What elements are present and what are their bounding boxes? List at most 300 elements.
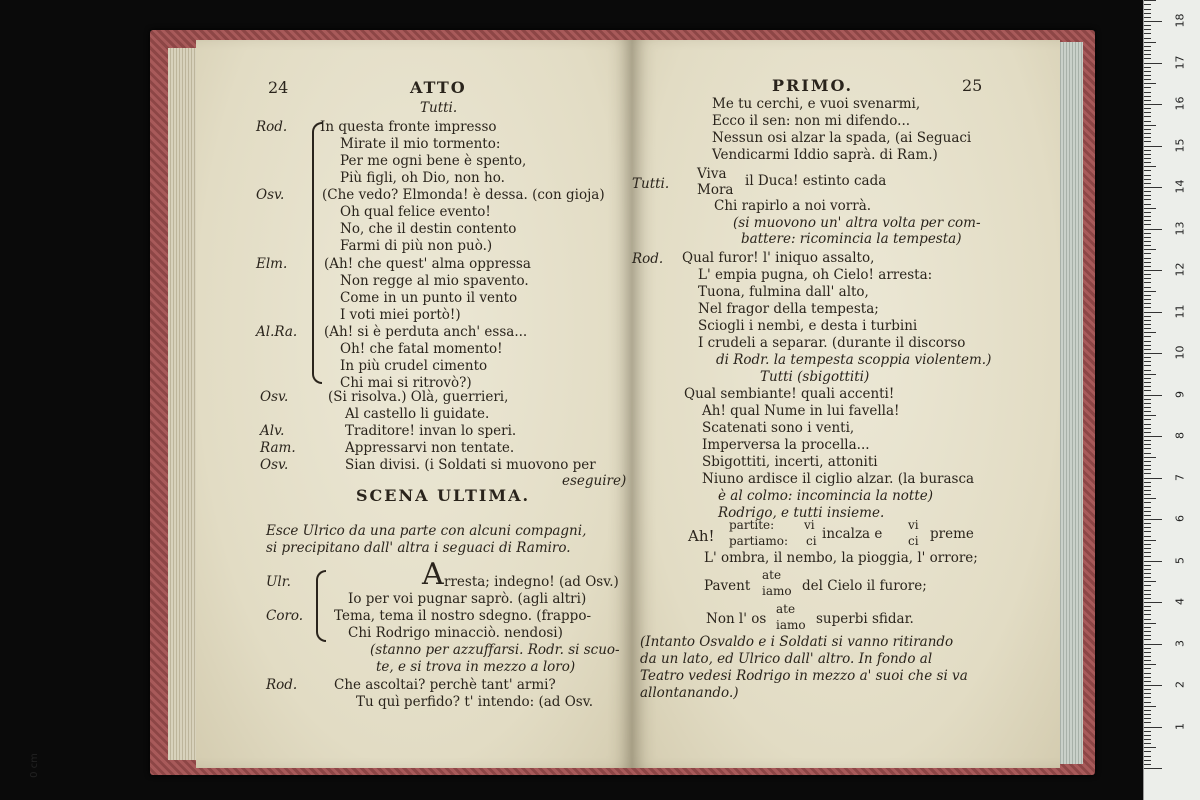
- ruler-tick: [1144, 548, 1151, 549]
- word-ci-2: ci: [908, 534, 919, 548]
- ruler-tick: [1144, 619, 1151, 620]
- ruler-number: 5: [1173, 556, 1187, 564]
- verse-line: Per me ogni bene è spento,: [340, 153, 527, 169]
- stage-direction-line: allontanando.): [640, 685, 739, 701]
- word-partite: partite:: [729, 518, 775, 532]
- ruler-tick: [1144, 764, 1151, 765]
- verse-line: Sciogli i nembi, e desta i turbini: [698, 318, 918, 334]
- ruler-tick: [1144, 536, 1151, 537]
- ruler-tick: [1144, 328, 1151, 329]
- stage-direction-line: è al colmo: incomincia la notte): [718, 488, 934, 504]
- verse-line: Ecco il sen: non mi difendo...: [712, 113, 911, 129]
- chorus-heading: Tutti.: [420, 100, 458, 116]
- ruler-tick: [1144, 718, 1151, 719]
- ruler-tick: [1144, 303, 1151, 304]
- ruler-tick: [1144, 71, 1151, 72]
- ruler-tick: [1144, 382, 1151, 383]
- ruler-tick: [1144, 258, 1151, 259]
- ruler-tick: [1144, 395, 1162, 396]
- ruler-tick: [1144, 511, 1151, 512]
- ruler-tick: [1144, 710, 1151, 711]
- ruler-tick: [1144, 166, 1156, 167]
- speaker-osv-2: Osv.: [260, 389, 289, 405]
- ruler-tick: [1144, 540, 1156, 541]
- verse-line: Scatenati sono i venti,: [702, 420, 855, 436]
- ruler-number: 10: [1173, 345, 1187, 360]
- verse-line: (Ah! che quest' alma oppressa: [324, 256, 531, 272]
- ruler-tick: [1144, 158, 1151, 159]
- speaker-osv: Osv.: [256, 187, 285, 203]
- ruler-tick: [1144, 386, 1151, 387]
- speaker-alra: Al.Ra.: [256, 324, 298, 340]
- verse-line: Chi rapirlo a noi vorrà.: [714, 198, 872, 214]
- ruler-number: 17: [1173, 55, 1187, 69]
- verse-line: L' ombra, il nembo, la pioggia, l' orrore;: [704, 550, 978, 566]
- ruler-tick: [1144, 199, 1151, 200]
- ruler-number: 7: [1173, 473, 1187, 481]
- ruler-tick: [1144, 0, 1156, 1]
- ruler-tick: [1144, 137, 1151, 138]
- word-mora: Mora: [697, 182, 734, 198]
- ruler-tick: [1144, 116, 1151, 117]
- ruler-tick: [1144, 585, 1151, 586]
- ruler-tick: [1144, 594, 1151, 595]
- ruler-tick: [1144, 295, 1151, 296]
- ruler-tick: [1144, 378, 1151, 379]
- ruler-tick: [1144, 63, 1162, 64]
- ruler-tick: [1144, 108, 1151, 109]
- ruler-tick: [1144, 731, 1151, 732]
- ruler-tick: [1144, 428, 1151, 429]
- ruler-tick: [1144, 614, 1151, 615]
- ruler-tick: [1144, 648, 1151, 649]
- speaker-tutti: Tutti.: [632, 176, 670, 192]
- ruler-tick: [1144, 345, 1151, 346]
- brace-left-2: [316, 570, 326, 642]
- ruler-tick: [1144, 727, 1162, 728]
- ruler-tick: [1144, 565, 1151, 566]
- ruler-tick: [1144, 112, 1151, 113]
- ruler-tick: [1144, 469, 1151, 470]
- page-edges-left: [168, 48, 198, 760]
- ruler-tick: [1144, 685, 1162, 686]
- stage-direction-line: Teatro vedesi Rodrigo in mezzo a' suoi che si va: [640, 668, 968, 684]
- word-partiamo: partiamo:: [729, 534, 789, 548]
- ruler-tick: [1144, 245, 1151, 246]
- ruler-number: 2: [1173, 681, 1187, 688]
- word-preme: preme: [930, 526, 974, 542]
- ruler-tick: [1144, 320, 1151, 321]
- ruler-tick: [1144, 523, 1151, 524]
- verse-line: Tema, tema il nostro sdegno. (frappo-: [334, 608, 592, 624]
- ruler-tick: [1144, 179, 1151, 180]
- ruler-tick: [1144, 291, 1156, 292]
- ruler-number: 1: [1173, 722, 1187, 730]
- ruler-tick: [1144, 502, 1151, 503]
- verse-line: Me tu cerchi, e vuoi svenarmi,: [712, 96, 921, 112]
- ruler-tick: [1144, 652, 1151, 653]
- ruler-tick: [1144, 739, 1151, 740]
- ruler-tick: [1144, 21, 1162, 22]
- ruler-tick: [1144, 453, 1151, 454]
- ruler-tick: [1144, 204, 1151, 205]
- ruler-tick: [1144, 606, 1151, 607]
- ruler-tick: [1144, 756, 1151, 757]
- ruler-tick: [1144, 444, 1151, 445]
- ruler-tick: [1144, 133, 1151, 134]
- verse-line: eseguire): [562, 473, 627, 489]
- ruler-number: 11: [1173, 304, 1187, 318]
- ruler-tick: [1144, 531, 1151, 532]
- word-ah: Ah!: [688, 527, 715, 545]
- word-pavent: Pavent: [704, 578, 751, 594]
- scene-title: SCENA ULTIMA.: [356, 486, 531, 505]
- drop-cap: A: [422, 557, 444, 592]
- ruler-tick: [1144, 154, 1151, 155]
- verse-line: il Duca! estinto cada: [745, 173, 887, 189]
- ruler-tick: [1144, 760, 1151, 761]
- ruler-tick: [1144, 253, 1151, 254]
- ruler-tick: [1144, 233, 1151, 234]
- ruler-tick: [1144, 162, 1151, 163]
- ruler-tick: [1144, 660, 1151, 661]
- word-viva: Viva: [697, 166, 727, 182]
- ruler-tick: [1144, 121, 1151, 122]
- ruler-tick: [1144, 270, 1162, 271]
- stage-direction-line: te, e si trova in mezzo a loro): [376, 659, 576, 675]
- speaker-rod: Rod.: [256, 119, 288, 135]
- ruler-tick: [1144, 590, 1151, 591]
- ruler-tick: [1144, 307, 1151, 308]
- ruler-tick: [1144, 465, 1151, 466]
- ruler-tick: [1144, 482, 1151, 483]
- ruler-tick: [1144, 768, 1162, 769]
- ruler-number: 15: [1173, 138, 1187, 152]
- ruler-tick: [1144, 440, 1151, 441]
- ruler-tick: [1144, 79, 1151, 80]
- ruler-tick: [1144, 170, 1151, 171]
- measuring-ruler: [1143, 0, 1200, 800]
- verse-line: Sbigottiti, incerti, attoniti: [702, 454, 878, 470]
- ruler-tick: [1144, 702, 1151, 703]
- ruler-tick: [1144, 411, 1151, 412]
- ruler-number: 4: [1173, 598, 1187, 605]
- verse-line: No, che il destin contento: [340, 221, 517, 237]
- ruler-tick: [1144, 644, 1162, 645]
- ruler-number: 14: [1173, 179, 1187, 194]
- verse-line: I voti miei portò!): [340, 307, 461, 323]
- speaker-coro: Coro.: [266, 608, 304, 624]
- ruler-tick: [1144, 241, 1151, 242]
- ruler-unit-label: 0 cm: [28, 753, 40, 778]
- ruler-tick: [1144, 187, 1162, 188]
- ruler-tick: [1144, 639, 1151, 640]
- ruler-tick: [1144, 13, 1151, 14]
- verse-line: (Ah! si è perduta anch' essa...: [324, 324, 528, 340]
- ruler-tick: [1144, 677, 1151, 678]
- ruler-number: 18: [1173, 13, 1187, 28]
- ruler-tick: [1144, 714, 1151, 715]
- stage-direction-line: (si muovono un' altra volta per com-: [733, 215, 981, 231]
- ruler-tick: [1144, 448, 1151, 449]
- stage-direction-line: di Rodr. la tempesta scoppia violentem.): [716, 352, 992, 368]
- ruler-tick: [1144, 569, 1151, 570]
- verse-line: Che ascoltai? perchè tant' armi?: [334, 677, 556, 693]
- ruler-tick: [1144, 349, 1151, 350]
- ruler-number: 9: [1173, 390, 1187, 398]
- ruler-tick: [1144, 432, 1151, 433]
- ruler-tick: [1144, 324, 1151, 325]
- stage-direction-line: battere: ricomincia la tempesta): [741, 231, 962, 247]
- ruler-tick: [1144, 507, 1151, 508]
- verse-line: Vendicarmi Iddio saprà. di Ram.): [712, 147, 938, 163]
- ruler-tick: [1144, 436, 1162, 437]
- speaker-elm: Elm.: [256, 256, 288, 272]
- verse-line: Niuno ardisce il ciglio alzar. (la burasca: [702, 471, 975, 487]
- word-vi-1: vi: [804, 518, 815, 532]
- ruler-tick: [1144, 100, 1151, 101]
- verse-line: Oh! che fatal momento!: [340, 341, 503, 357]
- ruler-tick: [1144, 631, 1151, 632]
- ruler-tick: [1144, 365, 1151, 366]
- ruler-tick: [1144, 490, 1151, 491]
- ruler-tick: [1144, 461, 1151, 462]
- verse-line: (Che vedo? Elmonda! è dessa. (con gioja): [322, 187, 605, 203]
- ruler-number: 12: [1173, 262, 1187, 277]
- verse-line: Oh qual felice evento!: [340, 204, 491, 220]
- verse-line: L' empia pugna, oh Cielo! arresta:: [698, 267, 933, 283]
- ruler-tick: [1144, 332, 1156, 333]
- ruler-tick: [1144, 249, 1156, 250]
- ruler-tick: [1144, 25, 1151, 26]
- ruler-tick: [1144, 424, 1151, 425]
- page-number-right: 25: [962, 76, 983, 95]
- verse-line: Al castello li guidate.: [345, 406, 490, 422]
- ruler-tick: [1144, 747, 1156, 748]
- ruler-tick: [1144, 312, 1162, 313]
- verse-line: Nessun osi alzar la spada, (ai Seguaci: [712, 130, 972, 146]
- verse-line: Farmi di più non può.): [340, 238, 493, 254]
- ruler-tick: [1144, 216, 1151, 217]
- ruler-tick: [1144, 519, 1162, 520]
- ruler-tick: [1144, 75, 1151, 76]
- ruler-tick: [1144, 9, 1151, 10]
- ruler-tick: [1144, 735, 1151, 736]
- ruler-tick: [1144, 473, 1151, 474]
- verse-line: Mirate il mio tormento:: [340, 136, 501, 152]
- speaker-ram: Ram.: [260, 440, 296, 456]
- ruler-tick: [1144, 54, 1151, 55]
- ruler-tick: [1144, 299, 1151, 300]
- ruler-tick: [1144, 486, 1151, 487]
- ruler-tick: [1144, 598, 1151, 599]
- ruler-tick: [1144, 67, 1151, 68]
- verse-line: In più crudel cimento: [340, 358, 488, 374]
- ruler-tick: [1144, 399, 1151, 400]
- ruler-tick: [1144, 353, 1162, 354]
- stage-direction-line: da un lato, ed Ulrico dall' altro. In fondo al: [640, 651, 933, 667]
- ruler-tick: [1144, 627, 1151, 628]
- ruler-tick: [1144, 208, 1156, 209]
- verse-line: Non regge al mio spavento.: [340, 273, 529, 289]
- ruler-tick: [1144, 175, 1151, 176]
- ruler-tick: [1144, 498, 1156, 499]
- ruler-number: 16: [1173, 96, 1187, 111]
- verse-line: Chi Rodrigo minacciò. nendosi): [348, 625, 563, 641]
- ruler-tick: [1144, 336, 1151, 337]
- ruler-tick: [1144, 552, 1151, 553]
- word-vi-2: vi: [908, 518, 919, 532]
- ruler-tick: [1144, 370, 1151, 371]
- ruler-tick: [1144, 544, 1151, 545]
- verse-line: del Cielo il furore;: [802, 578, 927, 594]
- ruler-tick: [1144, 287, 1151, 288]
- ruler-tick: [1144, 693, 1151, 694]
- ruler-tick: [1144, 664, 1156, 665]
- ruler-tick: [1144, 50, 1151, 51]
- ruler-tick: [1144, 38, 1151, 39]
- stage-direction-line: Rodrigo, e tutti insieme.: [718, 505, 885, 521]
- ruler-tick: [1144, 150, 1151, 151]
- ruler-tick: [1144, 4, 1151, 5]
- ruler-tick: [1144, 403, 1151, 404]
- verse-line: Più figli, oh Dio, non ho.: [340, 170, 505, 186]
- stage-direction-line: Esce Ulrico da una parte con alcuni compagni,: [266, 523, 587, 539]
- ruler-tick: [1144, 697, 1151, 698]
- ruler-tick: [1144, 361, 1151, 362]
- ruler-tick: [1144, 751, 1151, 752]
- word-non-los: Non l' os: [706, 611, 767, 627]
- ruler-tick: [1144, 457, 1156, 458]
- ruler-tick: [1144, 129, 1151, 130]
- verse-line: I crudeli a separar. (durante il discorso: [698, 335, 966, 351]
- ruler-tick: [1144, 195, 1151, 196]
- ruler-tick: [1144, 673, 1151, 674]
- ruler-tick: [1144, 17, 1151, 18]
- ruler-tick: [1144, 141, 1151, 142]
- ruler-tick: [1144, 556, 1151, 557]
- verse-line: superbi sfidar.: [816, 611, 914, 627]
- verse-line: Traditore! invan lo speri.: [345, 423, 517, 439]
- ruler-tick: [1144, 743, 1151, 744]
- ruler-tick: [1144, 33, 1151, 34]
- ruler-tick: [1144, 146, 1162, 147]
- ruler-tick: [1144, 92, 1151, 93]
- ruler-tick: [1144, 602, 1162, 603]
- ruler-tick: [1144, 58, 1151, 59]
- ruler-tick: [1144, 316, 1151, 317]
- ruler-tick: [1144, 573, 1151, 574]
- stage-direction-line: (Intanto Osvaldo e i Soldati si vanno ritirando: [640, 634, 954, 650]
- ruler-tick: [1144, 407, 1151, 408]
- ruler-tick: [1144, 191, 1151, 192]
- ruler-tick: [1144, 635, 1151, 636]
- page-header-left: ATTO: [410, 78, 467, 97]
- ruler-tick: [1144, 212, 1151, 213]
- ruler-tick: [1144, 220, 1151, 221]
- ruler-tick: [1144, 46, 1151, 47]
- ruler-tick: [1144, 104, 1162, 105]
- ruler-tick: [1144, 282, 1151, 283]
- ruler-tick: [1144, 706, 1156, 707]
- ruler-tick: [1144, 722, 1151, 723]
- ruler-tick: [1144, 237, 1151, 238]
- verse-line: Chi mai si ritrovò?): [340, 375, 472, 391]
- word-incalza: incalza e: [822, 526, 883, 542]
- ruler-number: 6: [1173, 515, 1187, 522]
- ruler-tick: [1144, 83, 1156, 84]
- ruler-tick: [1144, 656, 1151, 657]
- speaker-rod-right: Rod.: [632, 251, 664, 267]
- ruler-tick: [1144, 229, 1162, 230]
- verse-line: Qual sembiante! quali accenti!: [684, 386, 895, 402]
- ruler-tick: [1144, 581, 1156, 582]
- stage-direction-line: si precipitano dall' altra i seguaci di Ramiro.: [266, 540, 571, 556]
- ruler-tick: [1144, 577, 1151, 578]
- stage-direction-line: Tutti (sbigottiti): [760, 369, 870, 385]
- page-header-right: PRIMO.: [772, 76, 854, 95]
- ruler-number: 13: [1173, 221, 1187, 235]
- ruler-tick: [1144, 29, 1151, 30]
- verse-line: Nel fragor della tempesta;: [698, 301, 879, 317]
- ruler-tick: [1144, 478, 1162, 479]
- ruler-tick: [1144, 419, 1151, 420]
- verse-line: Ah! qual Nume in lui favella!: [702, 403, 900, 419]
- ruler-tick: [1144, 96, 1151, 97]
- suffix-ate-2: ate: [776, 602, 796, 616]
- suffix-iamo-2: iamo: [776, 618, 806, 632]
- speaker-osv-3: Osv.: [260, 457, 289, 473]
- ruler-tick: [1144, 561, 1162, 562]
- stage-direction-line: (stanno per azzuffarsi. Rodr. si scuo-: [370, 642, 620, 658]
- ruler-tick: [1144, 689, 1151, 690]
- ruler-number: 3: [1173, 639, 1187, 647]
- speaker-alv: Alv.: [260, 423, 285, 439]
- ruler-tick: [1144, 278, 1151, 279]
- ruler-number: 8: [1173, 432, 1187, 439]
- verse-line: (Si risolva.) Olà, guerrieri,: [328, 389, 509, 405]
- verse-line: Come in un punto il vento: [340, 290, 518, 306]
- ruler-tick: [1144, 42, 1156, 43]
- ruler-tick: [1144, 610, 1151, 611]
- brace-left-1: [312, 122, 322, 384]
- ruler-tick: [1144, 262, 1151, 263]
- ruler-tick: [1144, 224, 1151, 225]
- ruler-tick: [1144, 357, 1151, 358]
- suffix-ate-1: ate: [762, 568, 782, 582]
- speaker-ulr: Ulr.: [266, 574, 291, 590]
- verse-line: Io per voi pugnar saprò. (agli altri): [348, 591, 587, 607]
- verse-line: Sian divisi. (i Soldati si muovono per: [345, 457, 596, 473]
- ruler-tick: [1144, 87, 1151, 88]
- verse-line: Tu quì perfido? t' intendo: (ad Osv.: [356, 694, 594, 710]
- verse-line: Imperversa la procella...: [702, 437, 870, 453]
- verse-line: Tuona, fulmina dall' alto,: [698, 284, 869, 300]
- ruler-tick: [1144, 125, 1156, 126]
- verse-line: In questa fronte impresso: [320, 119, 497, 135]
- word-ci-1: ci: [806, 534, 817, 548]
- suffix-iamo-1: iamo: [762, 584, 792, 598]
- verse-line: rresta; indegno! (ad Osv.): [444, 574, 619, 590]
- ruler-tick: [1144, 494, 1151, 495]
- ruler-tick: [1144, 681, 1151, 682]
- ruler-tick: [1144, 527, 1151, 528]
- ruler-tick: [1144, 623, 1156, 624]
- ruler-tick: [1144, 515, 1151, 516]
- verse-line: Appressarvi non tentate.: [345, 440, 515, 456]
- verse-line: Qual furor! l' iniquo assalto,: [682, 250, 875, 266]
- ruler-tick: [1144, 390, 1151, 391]
